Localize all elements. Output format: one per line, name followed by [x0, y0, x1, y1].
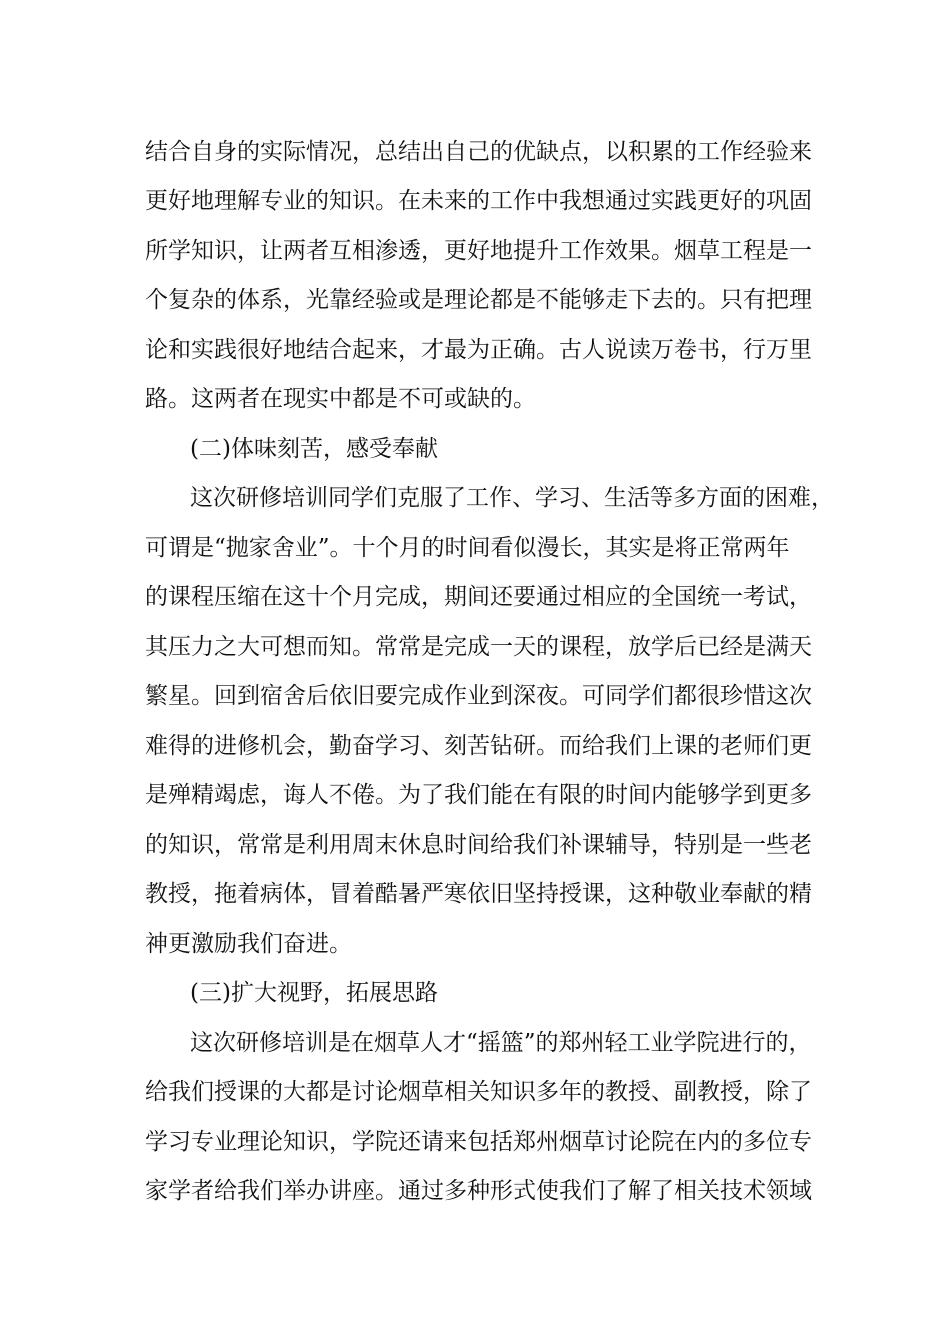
text-line: 是殚精竭虑，诲人不倦。为了我们能在有限的时间内能够学到更多 [145, 782, 812, 808]
text-line: 教授，拖着病体，冒着酷暑严寒依旧坚持授课，这种敬业奉献的精 [145, 881, 812, 907]
text-line: 个复杂的体系，光靠经验或是理论都是不能够走下去的。只有把理 [145, 287, 812, 313]
text-line: 路。这两者在现实中都是不可或缺的。 [145, 386, 536, 412]
text-line: 其压力之大可想而知。常常是完成一天的课程，放学后已经是满天 [145, 634, 812, 660]
text-line: 这次研修培训同学们克服了工作、学习、生活等多方面的困难， [190, 485, 834, 511]
text-line: 学习专业理论知识，学院还请来包括郑州烟草讨论院在内的多位专 [145, 1129, 812, 1155]
section-heading: (三)扩大视野，拓展思路 [190, 980, 438, 1006]
text-line: 难得的进修机会，勤奋学习、刻苦钻研。而给我们上课的老师们更 [145, 733, 812, 759]
text-line: 神更激励我们奋进。 [145, 931, 352, 957]
text-line: 结合自身的实际情况，总结出自己的优缺点，以积累的工作经验来 [145, 139, 812, 165]
text-line: 繁星。回到宿舍后依旧要完成作业到深夜。可同学们都很珍惜这次 [145, 683, 812, 709]
text-line: 这次研修培训是在烟草人才“摇篮”的郑州轻工业学院进行的， [190, 1030, 812, 1056]
section-heading: (二)体味刻苦，感受奉献 [190, 436, 438, 462]
text-line: 家学者给我们举办讲座。通过多种形式使我们了解了相关技术领域 [145, 1178, 812, 1204]
text-line: 可谓是“抛家舍业”。十个月的时间看似漫长，其实是将正常两年 [145, 535, 790, 561]
text-line: 更好地理解专业的知识。在未来的工作中我想通过实践更好的巩固 [145, 188, 812, 214]
text-line: 的课程压缩在这十个月完成，期间还要通过相应的全国统一考试， [145, 584, 812, 610]
text-line: 的知识，常常是利用周末休息时间给我们补课辅导，特别是一些老 [145, 832, 812, 858]
text-line: 所学知识，让两者互相渗透，更好地提升工作效果。烟草工程是一 [145, 238, 812, 264]
text-line: 论和实践很好地结合起来，才最为正确。古人说读万卷书，行万里 [145, 337, 812, 363]
text-line: 给我们授课的大都是讨论烟草相关知识多年的教授、副教授，除了 [145, 1079, 812, 1105]
